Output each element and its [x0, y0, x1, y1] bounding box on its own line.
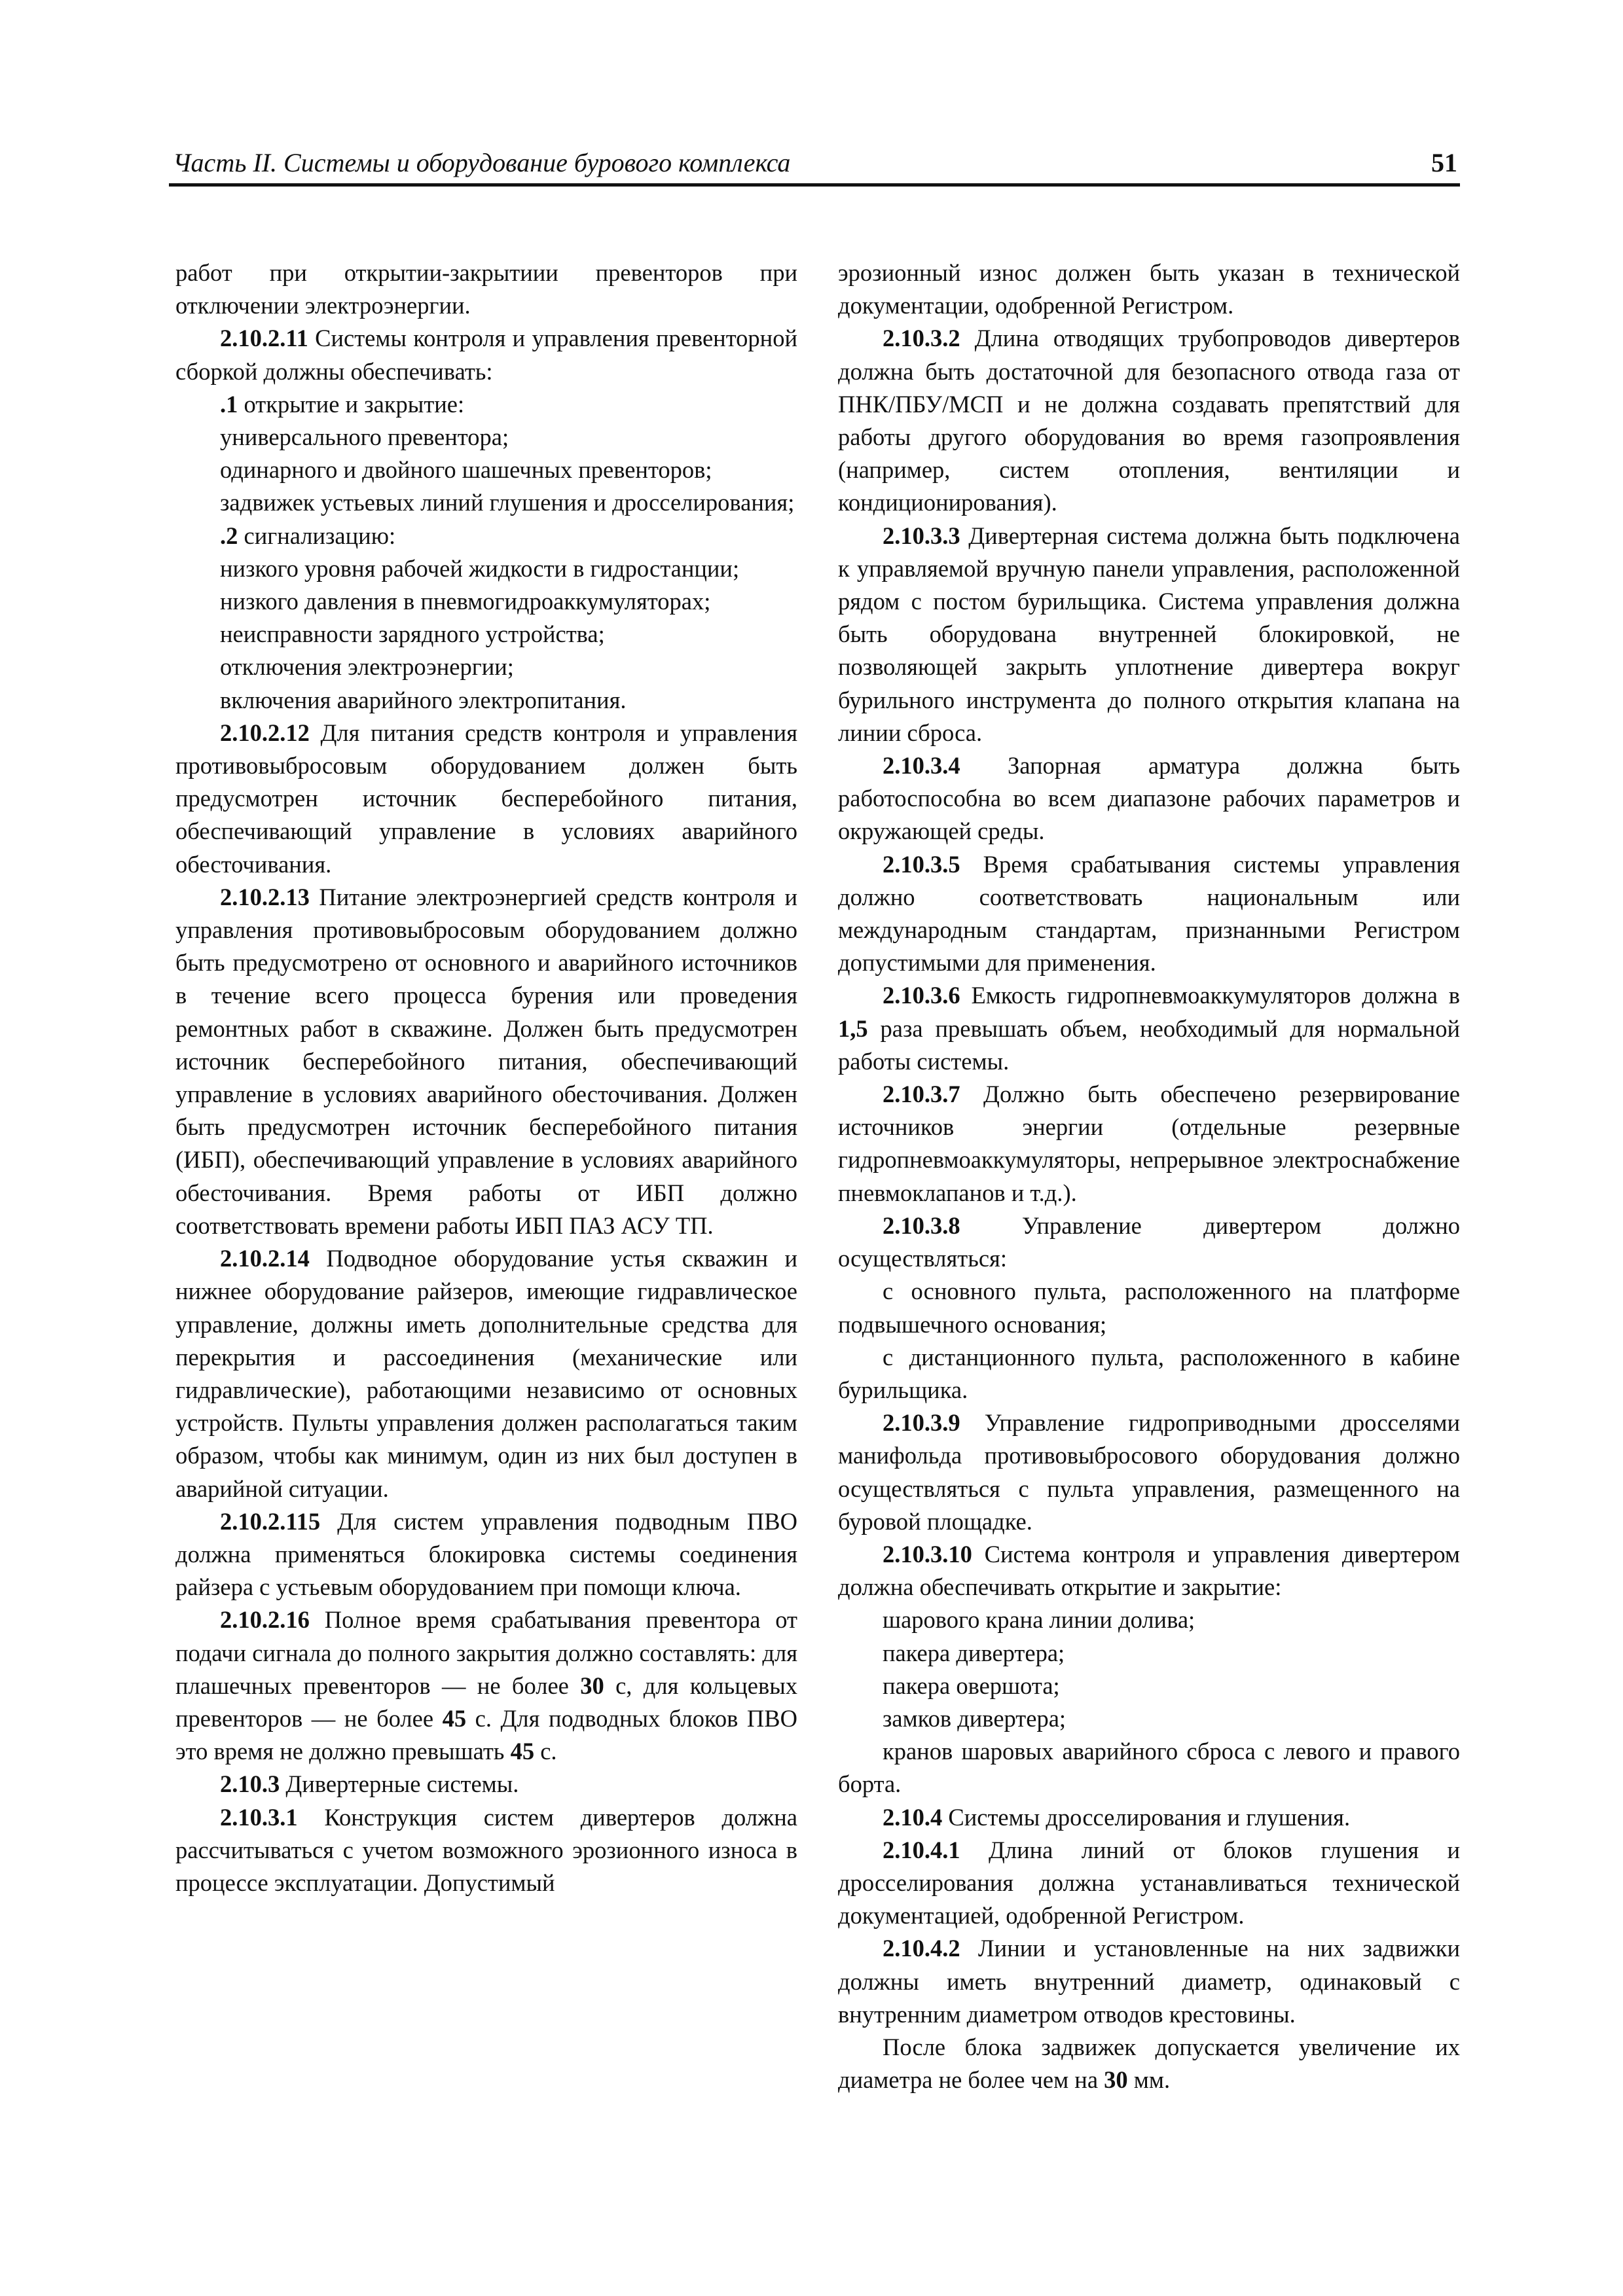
list-item-text: пакера дивертера;: [883, 1639, 1065, 1666]
numbered-paragraph: [838, 979, 1460, 1078]
list-item: [838, 1637, 1460, 1670]
paragraph-text: Линии и установленные на них задвижки должны иметь внутренний диаметр, одинаковый с внутренним диаметром отводов крестовины.: [838, 1935, 1460, 2028]
clause-number: 2.10.2.12: [220, 719, 310, 746]
list-item-text: неисправности зарядного устройства;: [220, 620, 605, 648]
clause-number: 2.10.4.1: [883, 1836, 960, 1863]
list-item: [838, 1735, 1460, 1801]
numbered-paragraph: [175, 1604, 797, 1768]
left-column: [175, 257, 797, 1899]
paragraph-text: Управление гидроприводными дросселями манифольда противовыбросового оборудования должно осуществляться с пульта управления, размещенного на буровой площадке.: [838, 1409, 1460, 1535]
numbered-paragraph: [838, 749, 1460, 848]
numbered-paragraph: [838, 322, 1460, 519]
numbered-paragraph: [175, 1505, 797, 1604]
numbered-paragraph: [838, 1407, 1460, 1538]
clause-number: 2.10.3: [220, 1770, 280, 1798]
clause-number: 2.10.2.13: [220, 883, 310, 910]
paragraph-text: Система контроля и управления дивертером должна обеспечивать открытие и закрытие:: [838, 1540, 1460, 1601]
clause-number: .2: [220, 522, 238, 549]
paragraph-text: Должно быть обеспечено резервирование источников энергии (отдельные резервные гидропневмоаккумуляторы, непрерывное электроснабжение пневмоклапанов и т.д.).: [838, 1081, 1460, 1206]
numbered-paragraph: [175, 1242, 797, 1505]
paragraph-text: открытие и закрытие:: [238, 390, 465, 418]
paragraph-text: Системы контроля и управления превенторной сборкой должны обеспечивать:: [175, 325, 797, 385]
list-item-text: замков дивертера;: [883, 1704, 1067, 1732]
page-header: [169, 143, 1460, 187]
list-item-text: пакера овершота;: [883, 1672, 1060, 1699]
clause-number: 2.10.3.7: [883, 1081, 960, 1108]
bold-text: 1,5: [838, 1014, 868, 1042]
paragraph-text: Управление дивертером должно осуществляться:: [838, 1211, 1460, 1272]
clause-number: 2.10.3.10: [883, 1540, 972, 1568]
running-title: Часть II. Системы и оборудование бурового комплекса: [173, 148, 791, 177]
list-item-text: универсального превентора;: [220, 423, 509, 451]
paragraph-text: Для питания средств контроля и управления противовыбросовым оборудованием должен быть предусмотрен источник бесперебойного питания, обеспечивающий управление в условиях аварийного обесточивания.: [175, 719, 797, 878]
clause-number: 2.10.2.115: [220, 1507, 321, 1535]
numbered-paragraph: [838, 1210, 1460, 1275]
bold-text: 2.10.2.16: [220, 1606, 310, 1634]
clause-number: 2.10.3.9: [883, 1409, 960, 1437]
numbered-paragraph: [838, 1538, 1460, 1604]
list-item-text: кранов шаровых аварийного сброса с левого и правого борта.: [838, 1738, 1460, 1798]
right-column: [838, 257, 1460, 2096]
list-item: [838, 1670, 1460, 1702]
bold-text: 30: [1104, 2066, 1128, 2094]
bold-text: 30: [580, 1672, 604, 1699]
paragraph-text: мм.: [1127, 2066, 1171, 2094]
paragraph-text: с.: [534, 1738, 557, 1765]
list-item: [838, 1341, 1460, 1407]
clause-number: 2.10.4: [883, 1803, 943, 1831]
list-item-text: задвижек устьевых линий глушения и дросселирования;: [220, 489, 795, 516]
paragraph-text: Для систем управления подводным ПВО должна применяться блокировка системы соединения райзера с устьевым оборудованием при помощи ключа.: [175, 1507, 797, 1601]
numbered-paragraph: [175, 1768, 797, 1801]
paragraph-continuation: [838, 257, 1460, 322]
numbered-paragraph: [838, 1801, 1460, 1834]
list-item: [838, 1275, 1460, 1340]
numbered-paragraph: [175, 717, 797, 881]
paragraph-text: работ при открытии-закрытиии превенторов при отключении электроэнергии.: [175, 259, 797, 319]
paragraph-text: Длина отводящих трубопроводов дивертеров должна быть достаточной для безопасного отвода газа от ПНК/ПБУ/МСП и не должна создавать препятствий для работы другого оборудования во время газопроявления (например, систем отопления, вентиляции и кондиционирования).: [838, 325, 1460, 516]
bold-text: 45: [510, 1738, 535, 1765]
list-item-text: отключения электроэнергии;: [220, 653, 514, 681]
list-item: [175, 552, 797, 585]
clause-number: 2.10.3.8: [883, 1211, 960, 1239]
list-item: [175, 421, 797, 454]
clause-number: .1: [220, 390, 238, 418]
page-number: 51: [1431, 148, 1457, 177]
list-item: [838, 1702, 1460, 1735]
numbered-paragraph: [838, 1834, 1460, 1933]
list-item-text: включения аварийного электропитания.: [220, 686, 627, 713]
clause-number: 2.10.3.2: [883, 325, 960, 352]
paragraph-text: эрозионный износ должен быть указан в технической документации, одобренной Регистром.: [838, 259, 1460, 319]
numbered-paragraph: [175, 388, 797, 421]
paragraph-text: с, для кольцевых превенторов — не более: [175, 1672, 797, 1732]
list-item: [838, 1604, 1460, 1636]
paragraph-text: Питание электроэнергией средств контроля и управления противовыбросовым оборудованием должно быть предусмотрено от основного и аварийного источников в течение всего процесса бурения или проведения ремонтных работ в скважине. Должен быть предусмотрен источник бесперебойного питания, обеспечивающий управление в условиях аварийного обесточивания. Должен быть предусмотрен источник бесперебойного питания (ИБП), обеспечивающий управление в условиях аварийного обесточивания. Время работы от ИБП должно соответствовать времени работы ИБП ПАЗ АСУ ТП.: [175, 883, 797, 1239]
paragraph-text: раза превышать объем, необходимый для нормальной работы системы.: [838, 1014, 1460, 1075]
paragraph-text: После блока задвижек допускается увеличение их диаметра не более чем на: [838, 2033, 1460, 2094]
paragraph-text: Системы дросселирования и глушения.: [942, 1803, 1351, 1831]
paragraph-text: с. Для подводных блоков ПВО это время не должно превышать: [175, 1704, 797, 1765]
list-item-text: низкого уровня рабочей жидкости в гидростанции;: [220, 554, 740, 582]
paragraph-text: Подводное оборудование устья скважин и нижнее оборудование райзеров, имеющие гидравлическое управление, должны иметь дополнительные средства для перекрытия и рассоединения (механические или гидравлические), работающими независимо от основных устройств. Пульты управления должен располагаться таким образом, чтобы как минимум, один из них был доступен в аварийной ситуации.: [175, 1245, 797, 1502]
paragraph-text: Длина линий от блоков глушения и дросселирования должна устанавливаться технической документацией, одобренной Регистром.: [838, 1836, 1460, 1929]
list-item: [175, 486, 797, 519]
paragraph-continuation: [175, 257, 797, 322]
numbered-paragraph: [838, 1932, 1460, 2031]
clause-number: 2.10.2.11: [220, 325, 308, 352]
clause-number: 2.10.2.14: [220, 1245, 310, 1272]
list-item-text: с основного пульта, расположенного на платформе подвышечного основания;: [838, 1278, 1460, 1338]
paragraph-text: Емкость гидропневмоаккумуляторов должна в: [960, 982, 1460, 1009]
paragraph-text: Дивертерные системы.: [280, 1770, 519, 1798]
clause-number: 2.10.3.3: [883, 522, 960, 549]
paragraph-text: Запорная арматура должна быть работоспособна во всем диапазоне рабочих параметров и окружающей среды.: [838, 752, 1460, 845]
numbered-paragraph: [838, 520, 1460, 749]
list-item: [175, 651, 797, 683]
numbered-paragraph: [175, 520, 797, 552]
numbered-paragraph: [175, 1801, 797, 1900]
bold-text: 45: [442, 1704, 467, 1732]
numbered-paragraph: [838, 848, 1460, 980]
bold-text: 2.10.3.6: [883, 982, 960, 1009]
paragraph-text: Дивертерная система должна быть подключена к управляемой вручную панели управления, расположенной рядом с постом бурильщика. Система управления должна быть оборудована внутренней блокировкой, не позволяющей закрыть уплотнение дивертера вокруг бурильного инструмента до полного открытия клапана на линии сброса.: [838, 522, 1460, 746]
clause-number: 2.10.4.2: [883, 1935, 960, 1962]
numbered-paragraph: [838, 2031, 1460, 2096]
clause-number: 2.10.3.5: [883, 850, 960, 878]
numbered-paragraph: [175, 881, 797, 1242]
paragraph-text: сигнализацию:: [238, 522, 396, 549]
list-item: [175, 684, 797, 717]
list-item-text: с дистанционного пульта, расположенного в кабине бурильщика.: [838, 1343, 1460, 1403]
list-item-text: одинарного и двойного шашечных превенторов;: [220, 456, 712, 484]
list-item: [175, 454, 797, 486]
list-item: [175, 618, 797, 651]
numbered-paragraph: [838, 1078, 1460, 1210]
clause-number: 2.10.3.4: [883, 752, 960, 780]
paragraph-text: Время срабатывания системы управления должно соответствовать национальным или международным стандартам, признанными Регистром допустимыми для применения.: [838, 850, 1460, 977]
clause-number: 2.10.3.1: [220, 1803, 298, 1831]
list-item: [175, 585, 797, 618]
numbered-paragraph: [175, 322, 797, 387]
list-item-text: низкого давления в пневмогидроаккумуляторах;: [220, 588, 711, 615]
paragraph-text: Конструкция систем дивертеров должна рассчитываться с учетом возможного эрозионного износа в процессе эксплуатации. Допустимый: [175, 1803, 797, 1896]
list-item-text: шарового крана линии долива;: [883, 1606, 1195, 1634]
paragraph-text: Полное время срабатывания превентора от подачи сигнала до полного закрытия должно составлять: для плашечных превенторов — не более: [175, 1606, 797, 1699]
